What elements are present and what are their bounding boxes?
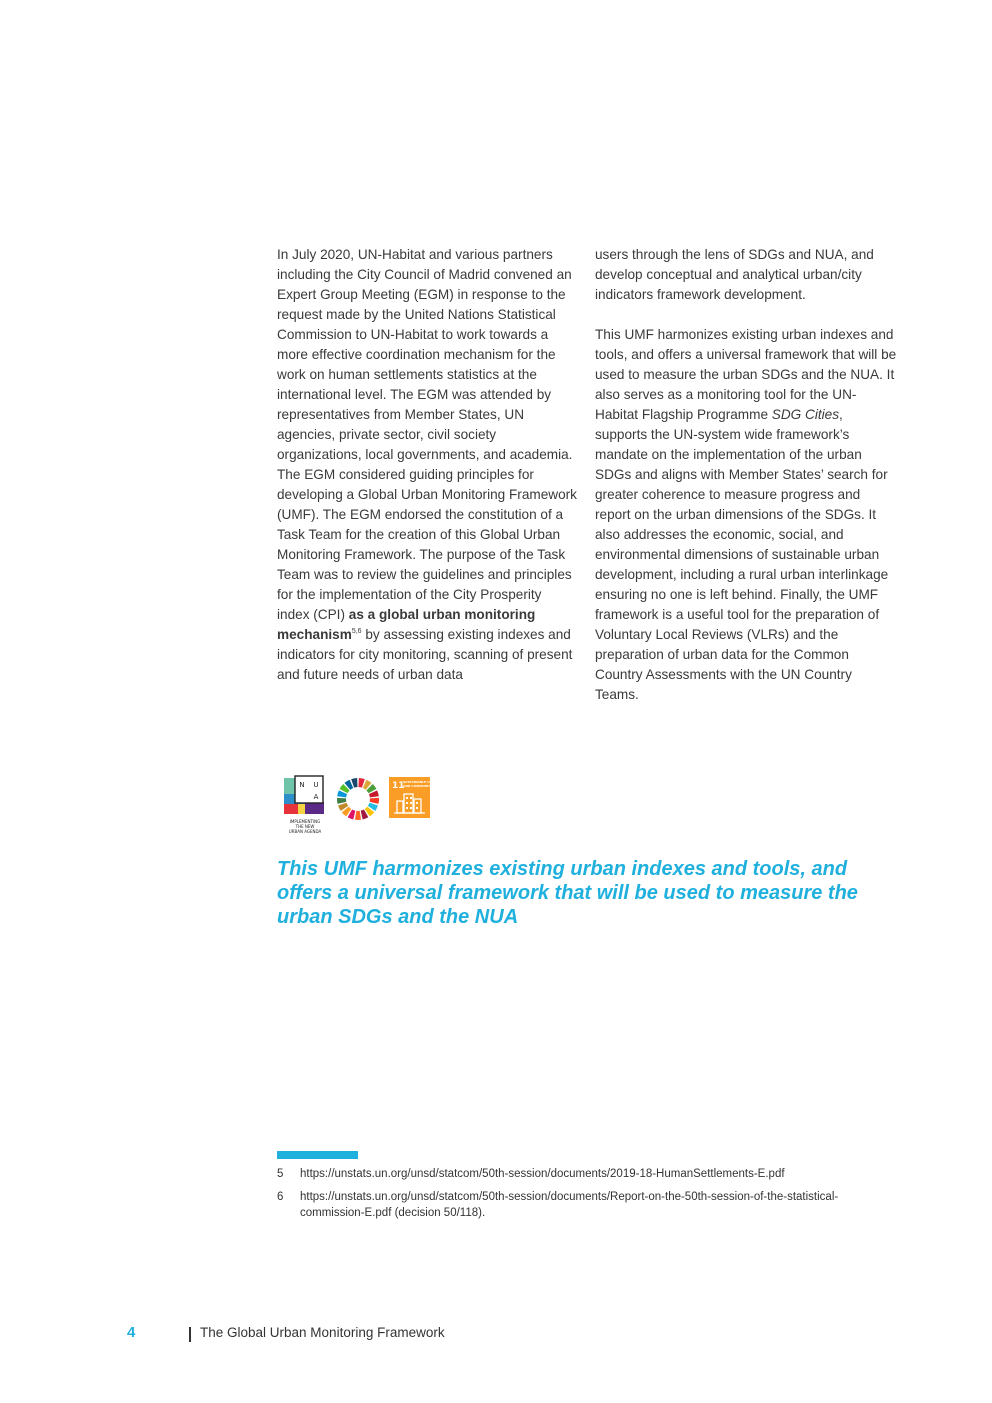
nua-letter-a: A (313, 793, 319, 801)
footnote-number: 6 (277, 1191, 284, 1203)
footer-title: The Global Urban Monitoring Framework (200, 1325, 445, 1340)
paragraph-umf: This UMF harmonizes existing urban indexes and tools, and offers a universal framework that will be used to measure the urban SDGs and the NUA. It also serves as a monitoring tool for the UN-Habitat Flagship Programme SDG Cities, supports the UN-system wide framework’s mandate on the implementation of the urban SDGs and aligns with Member States’ search for greater coherence to measure progress and report on the urban dimensions of the SDGs. It also addresses the economic, social, and environmental dimensions of sustainable urban development, including a rural urban interlinkage ensuring no one is left behind. Finally, the UMF framework is a useful tool for the preparation of Voluntary Local Reviews (VLRs) and the preparation of urban data for the Common Country Assessments with the UN Country Teams. (595, 327, 897, 702)
nua-letter-n: N (299, 781, 305, 789)
footnote-reference[interactable]: 5,6 (351, 628, 362, 635)
paragraph-continuation: users through the lens of SDGs and NUA, and develop conceptual and analytical urban/city indicators framework development. (595, 247, 874, 302)
paragraph-egm: In July 2020, UN-Habitat and various partners including the City Council of Madrid convened an Expert Group Meeting (EGM) in response to the request made by the United Nations Statistical Commission to UN-Habitat to work towards a more effective coordination mechanism for the work on human settlements statistics at the international level. The EGM was attended by representatives from Member States, UN agencies, private sector, civil society organizations, local governments, and academia. The EGM considered guiding principles for developing a Global Urban Monitoring Framework (UMF). The EGM endorsed the constitution of a Task Team for the creation of this Global Urban Monitoring Framework. The purpose of the Task Team was to review the guidelines and principles for the implementation of the City Prosperity index (CPI) as a global urban monitoring mechanism$^{5,6}$ by assessing existing indexes and indicators for city monitoring, scanning of present and future needs of urban data (277, 247, 577, 682)
sdg11-title-line1: SUSTAINABLE CITIES (403, 780, 438, 784)
footnote-link[interactable]: https://unstats.un.org/unsd/statcom/50th-session/documents/2019-18-HumanSettlements-E.pdf (300, 1168, 785, 1180)
italic-sdg-cities: SDG Cities (771, 407, 840, 422)
body-column-left (277, 245, 577, 685)
nua-caption-line3: URBAN AGENDA (288, 829, 322, 834)
page-number: 4 (127, 1324, 136, 1341)
footnote-number: 5 (277, 1168, 284, 1180)
nua-logo (283, 776, 327, 838)
sdg-wheel-icon (336, 777, 380, 821)
sdg11-title-line2: AND COMMUNITIES (403, 784, 436, 788)
body-column-right (595, 245, 897, 705)
sdg11-icon (389, 777, 438, 818)
nua-caption-line2: THE NEW (295, 824, 315, 829)
pull-quote: This UMF harmonizes existing urban indexes and tools, and offers a universal framework that will be used to measure the urban SDGs and the NUA (277, 858, 858, 928)
footnote-divider (277, 1151, 358, 1159)
sdg11-number: 11 (392, 781, 405, 791)
footer-divider (189, 1327, 191, 1342)
footnote-link[interactable]: https://unstats.un.org/unsd/statcom/50th-session/documents/Report-on-the-50th-session-of-the-statistical-commission-E.pdf (decision 50/118). (300, 1191, 839, 1219)
bold-phrase: as a global urban monitoring mechanism (277, 607, 536, 642)
nua-caption-line1: IMPLEMENTING (289, 819, 321, 824)
nua-letter-u: U (313, 781, 319, 789)
